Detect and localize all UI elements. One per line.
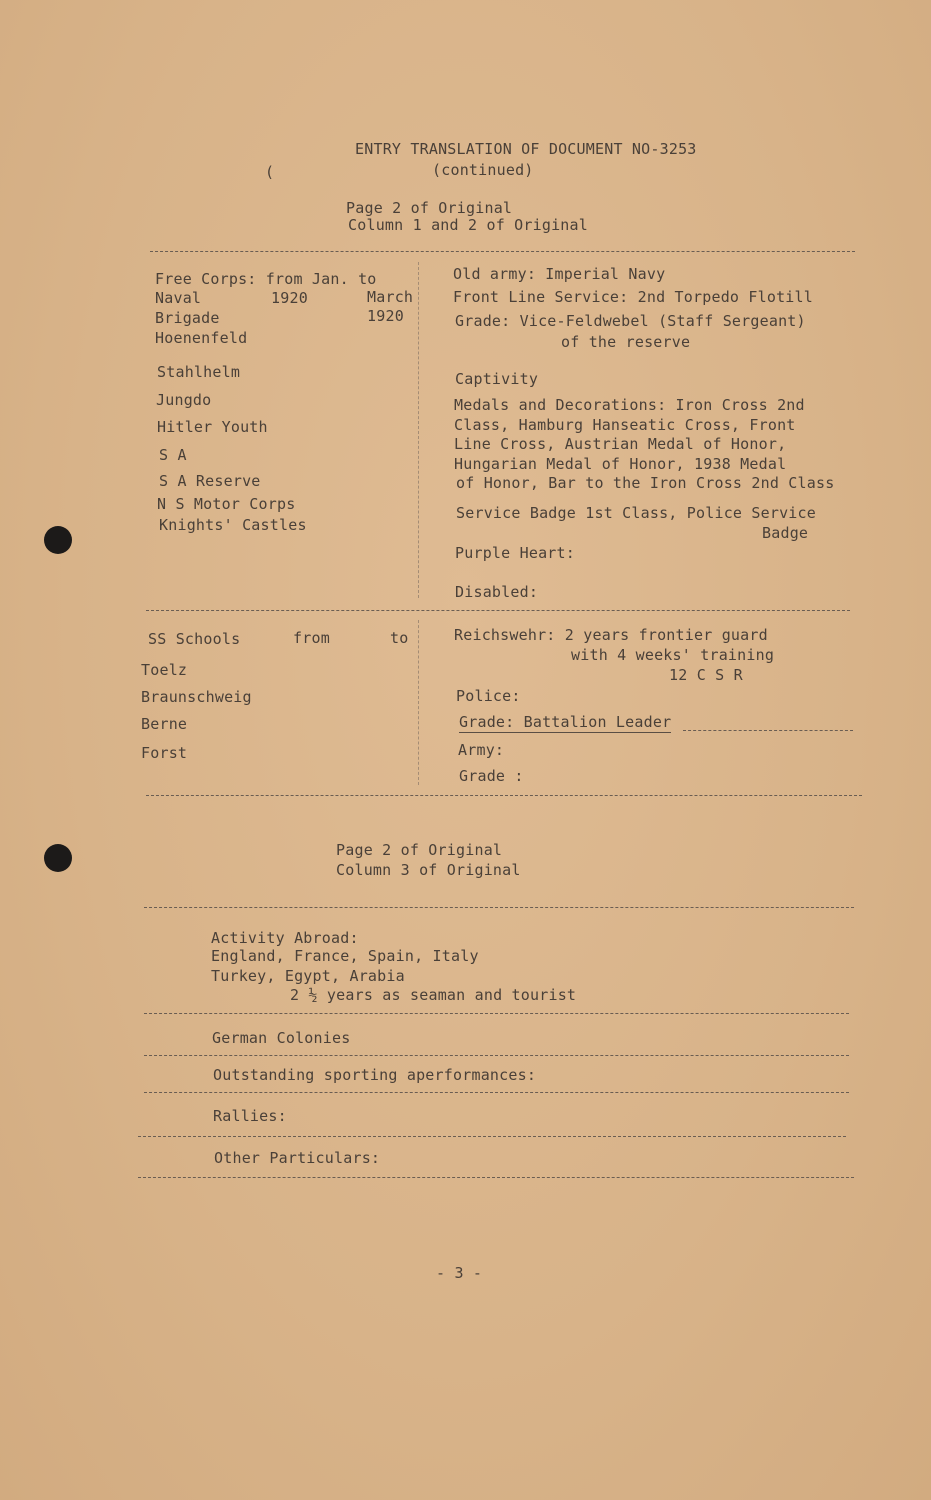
divider (144, 1013, 849, 1014)
divider (138, 1136, 846, 1137)
badge-label: Badge (762, 524, 809, 542)
org-item: S A Reserve (159, 472, 261, 490)
punch-hole-bottom (44, 844, 72, 872)
divider (146, 610, 850, 611)
grade-label: Grade: Vice-Feldwebel (Staff Sergeant) (455, 312, 806, 330)
year-to: 1920 (367, 307, 404, 325)
purple-heart-label: Purple Heart: (455, 544, 575, 562)
divider (146, 795, 862, 796)
medals-line: Medals and Decorations: Iron Cross 2nd (454, 396, 805, 414)
org-item: Jungdo (156, 391, 212, 409)
reichswehr-label: Reichswehr: 2 years frontier guard (454, 626, 768, 644)
divider (150, 251, 855, 252)
front-line-label: Front Line Service: 2nd Torpedo Flotill (453, 288, 813, 306)
org-item: Hitler Youth (157, 418, 268, 436)
column-reference-2: Column 3 of Original (336, 861, 521, 879)
service-badge-label: Service Badge 1st Class, Police Service (456, 504, 816, 522)
page-number: - 3 - (436, 1264, 483, 1282)
page-reference: Page 2 of Original (346, 199, 513, 217)
divider (144, 1092, 849, 1093)
rallies-label: Rallies: (213, 1107, 287, 1125)
divider (144, 907, 854, 908)
divider (138, 1177, 854, 1178)
document-title: ENTRY TRANSLATION OF DOCUMENT NO-3253 (355, 140, 697, 158)
medals-line: Hungarian Medal of Honor, 1938 Medal (454, 455, 787, 473)
police-label: Police: (456, 687, 521, 705)
reichswehr-detail: with 4 weeks' training (571, 646, 775, 664)
army-grade-label: Grade : (459, 767, 524, 785)
sporting-label: Outstanding sporting aperformances: (213, 1066, 537, 1084)
document-subtitle: (continued) (432, 161, 534, 179)
police-grade-line (683, 730, 853, 731)
school-item: Forst (141, 744, 188, 762)
free-corps-label: Free Corps: from Jan. to (155, 270, 377, 288)
org-item: S A (159, 446, 187, 464)
disabled-label: Disabled: (455, 583, 539, 601)
german-colonies-label: German Colonies (212, 1029, 351, 1047)
activity-abroad-label: Activity Abroad: (211, 929, 359, 947)
activity-detail: 2 ½ years as seaman and tourist (290, 986, 577, 1004)
activity-countries: England, France, Spain, Italy (211, 947, 479, 965)
activity-countries: Turkey, Egypt, Arabia (211, 967, 405, 985)
hoenenfeld-label: Hoenenfeld (155, 329, 248, 347)
medals-line: Line Cross, Austrian Medal of Honor, (454, 435, 787, 453)
to-label: to (390, 629, 409, 647)
org-item: Knights' Castles (159, 516, 307, 534)
ss-schools-label: SS Schools (148, 630, 241, 648)
other-particulars-label: Other Particulars: (214, 1149, 381, 1167)
old-army-label: Old army: Imperial Navy (453, 265, 666, 283)
school-item: Berne (141, 715, 188, 733)
naval-label: Naval (155, 289, 202, 307)
year-from: 1920 (271, 289, 308, 307)
org-item: Stahlhelm (157, 363, 241, 381)
from-label: from (293, 629, 330, 647)
column-divider (418, 262, 419, 598)
header-mark: ( (265, 163, 275, 181)
school-item: Braunschweig (141, 688, 252, 706)
column-reference: Column 1 and 2 of Original (348, 216, 588, 234)
school-item: Toelz (141, 661, 188, 679)
captivity-label: Captivity (455, 370, 539, 388)
army-label: Army: (458, 741, 505, 759)
medals-line: Class, Hamburg Hanseatic Cross, Front (454, 416, 796, 434)
brigade-label: Brigade (155, 309, 220, 327)
march-label: March (367, 288, 414, 306)
org-item: N S Motor Corps (157, 495, 296, 513)
grade-continued: of the reserve (561, 333, 691, 351)
police-grade-label: Grade: Battalion Leader (459, 713, 672, 731)
punch-hole-top (44, 526, 72, 554)
page-reference-2: Page 2 of Original (336, 841, 503, 859)
medals-line: of Honor, Bar to the Iron Cross 2nd Class (456, 474, 835, 492)
column-divider (418, 620, 419, 785)
divider (144, 1055, 849, 1056)
reichswehr-unit: 12 C S R (669, 666, 743, 684)
